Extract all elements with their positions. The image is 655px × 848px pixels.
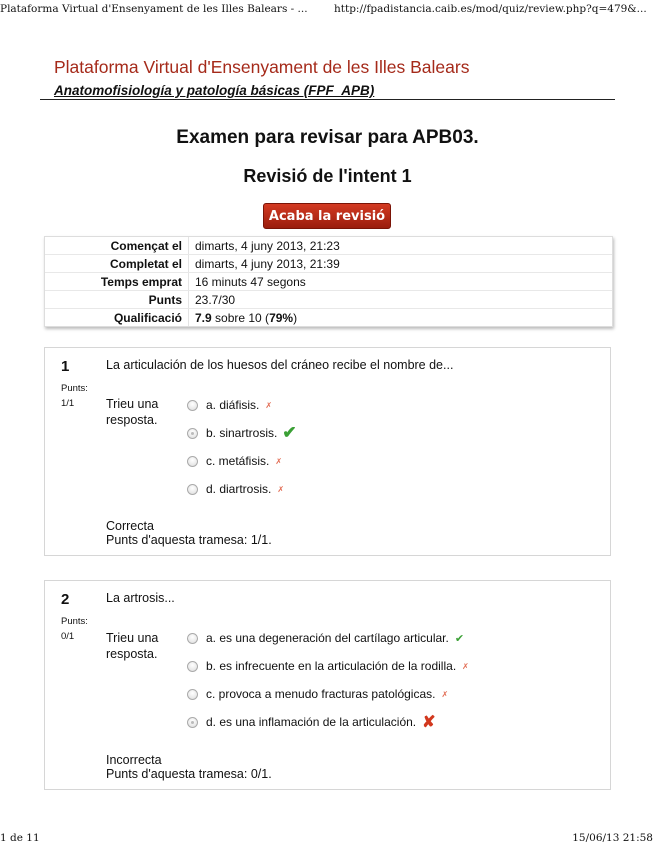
question-outcome <box>106 519 272 547</box>
site-header <box>40 57 615 100</box>
radio-button[interactable] <box>187 456 198 467</box>
print-header <box>0 0 655 18</box>
question-info <box>61 358 105 411</box>
points-value: 0/1 <box>61 631 75 642</box>
question-grade <box>61 614 105 644</box>
attempt-summary-table <box>44 236 613 327</box>
finish-review-button[interactable]: Acaba la revisió <box>263 203 391 229</box>
feedback-text: Punts d'aquesta tramesa: 1/1. <box>106 533 272 547</box>
summary-row-completed <box>45 255 612 273</box>
answer-option[interactable] <box>187 475 297 503</box>
summary-row-started <box>45 237 612 255</box>
print-datetime: 15/06/13 21:58 <box>572 832 653 844</box>
option-label: c. provoca a menudo fracturas patológicas. <box>206 687 436 701</box>
answer-option[interactable] <box>187 391 297 419</box>
summary-value <box>189 309 613 327</box>
points-label: Punts: <box>61 616 88 627</box>
radio-button[interactable] <box>187 400 198 411</box>
summary-value: 16 minuts 47 segons <box>189 273 613 291</box>
question-number: 1 <box>61 358 70 375</box>
question-outcome <box>106 753 272 781</box>
summary-value: 23.7/30 <box>189 291 613 309</box>
radio-button-selected[interactable] <box>187 428 198 439</box>
option-label: c. metáfisis. <box>206 454 270 468</box>
page-counter: 1 de 11 <box>0 832 40 844</box>
option-label: a. diáfisis. <box>206 398 260 412</box>
option-label: a. es una degeneración del cartílago articular. <box>206 631 449 645</box>
summary-value: dimarts, 4 juny 2013, 21:23 <box>189 237 613 255</box>
answer-option[interactable] <box>187 624 469 652</box>
grade-out-of: sobre 10 ( <box>211 310 270 325</box>
summary-row-grade <box>45 309 612 327</box>
option-label: d. es una inflamación de la articulación. <box>206 715 417 729</box>
correct-check-icon: ✔ <box>282 423 297 442</box>
summary-label: Temps emprat <box>45 273 189 291</box>
radio-button[interactable] <box>187 633 198 644</box>
summary-row-points <box>45 291 612 309</box>
print-footer <box>0 832 655 848</box>
feedback-text: Punts d'aquesta tramesa: 0/1. <box>106 767 272 781</box>
summary-label: Completat el <box>45 255 189 273</box>
question-1 <box>44 347 611 556</box>
summary-label: Qualificació <box>45 309 189 327</box>
incorrect-icon: ✗ <box>275 456 283 466</box>
exam-title: Examen para revisar para APB03. <box>176 127 479 148</box>
question-number: 2 <box>61 591 70 608</box>
answer-option[interactable] <box>187 652 469 680</box>
question-text: La artrosis... <box>106 591 175 605</box>
answer-options <box>187 624 469 736</box>
summary-value: dimarts, 4 juny 2013, 21:39 <box>189 255 613 273</box>
answer-prompt: Trieu una resposta. <box>106 631 159 661</box>
summary-label: Començat el <box>45 237 189 255</box>
incorrect-icon: ✗ <box>441 689 449 699</box>
incorrect-icon: ✗ <box>265 400 273 410</box>
option-label: d. diartrosis. <box>206 482 272 496</box>
answer-prompt: Trieu una resposta. <box>106 397 159 427</box>
course-link[interactable]: Anatomofisiología y patología básicas (FPF_APB) <box>54 83 375 98</box>
grade-value: 7.9 <box>195 310 212 325</box>
summary-row-time-taken <box>45 273 612 291</box>
answer-option[interactable] <box>187 708 469 736</box>
radio-button-selected[interactable] <box>187 717 198 728</box>
points-label: Punts: <box>61 383 88 394</box>
radio-button[interactable] <box>187 484 198 495</box>
answer-option[interactable] <box>187 447 297 475</box>
grade-close: ) <box>293 310 298 325</box>
question-grade <box>61 381 105 411</box>
result-text: Correcta <box>106 519 154 533</box>
result-text: Incorrecta <box>106 753 162 767</box>
correct-check-icon: ✔ <box>454 632 465 645</box>
answer-options <box>187 391 297 503</box>
print-page-title: Plataforma Virtual d'Ensenyament de les Illes Balears - ... <box>0 3 308 15</box>
incorrect-icon: ✗ <box>277 484 285 494</box>
option-label: b. es infrecuente en la articulación de la rodilla. <box>206 659 457 673</box>
question-2 <box>44 580 611 790</box>
print-page-url: http://fpadistancia.caib.es/mod/quiz/review.php?q=479&... <box>334 3 647 15</box>
breadcrumb <box>40 83 615 100</box>
radio-button[interactable] <box>187 689 198 700</box>
incorrect-icon: ✗ <box>462 661 469 671</box>
points-value: 1/1 <box>61 398 75 409</box>
radio-button[interactable] <box>187 661 198 672</box>
answer-option[interactable] <box>187 419 297 447</box>
attempt-title: Revisió de l'intent 1 <box>243 166 412 186</box>
summary-label: Punts <box>45 291 189 309</box>
site-title: Plataforma Virtual d'Ensenyament de les Illes Balears <box>54 57 470 77</box>
grade-percent: 79% <box>269 310 294 325</box>
answer-option[interactable] <box>187 680 469 708</box>
question-info <box>61 591 105 644</box>
question-text: La articulación de los huesos del cráneo recibe el nombre de... <box>106 358 454 372</box>
option-label: b. sinartrosis. <box>206 426 278 440</box>
incorrect-cross-icon: ✘ <box>422 714 436 731</box>
